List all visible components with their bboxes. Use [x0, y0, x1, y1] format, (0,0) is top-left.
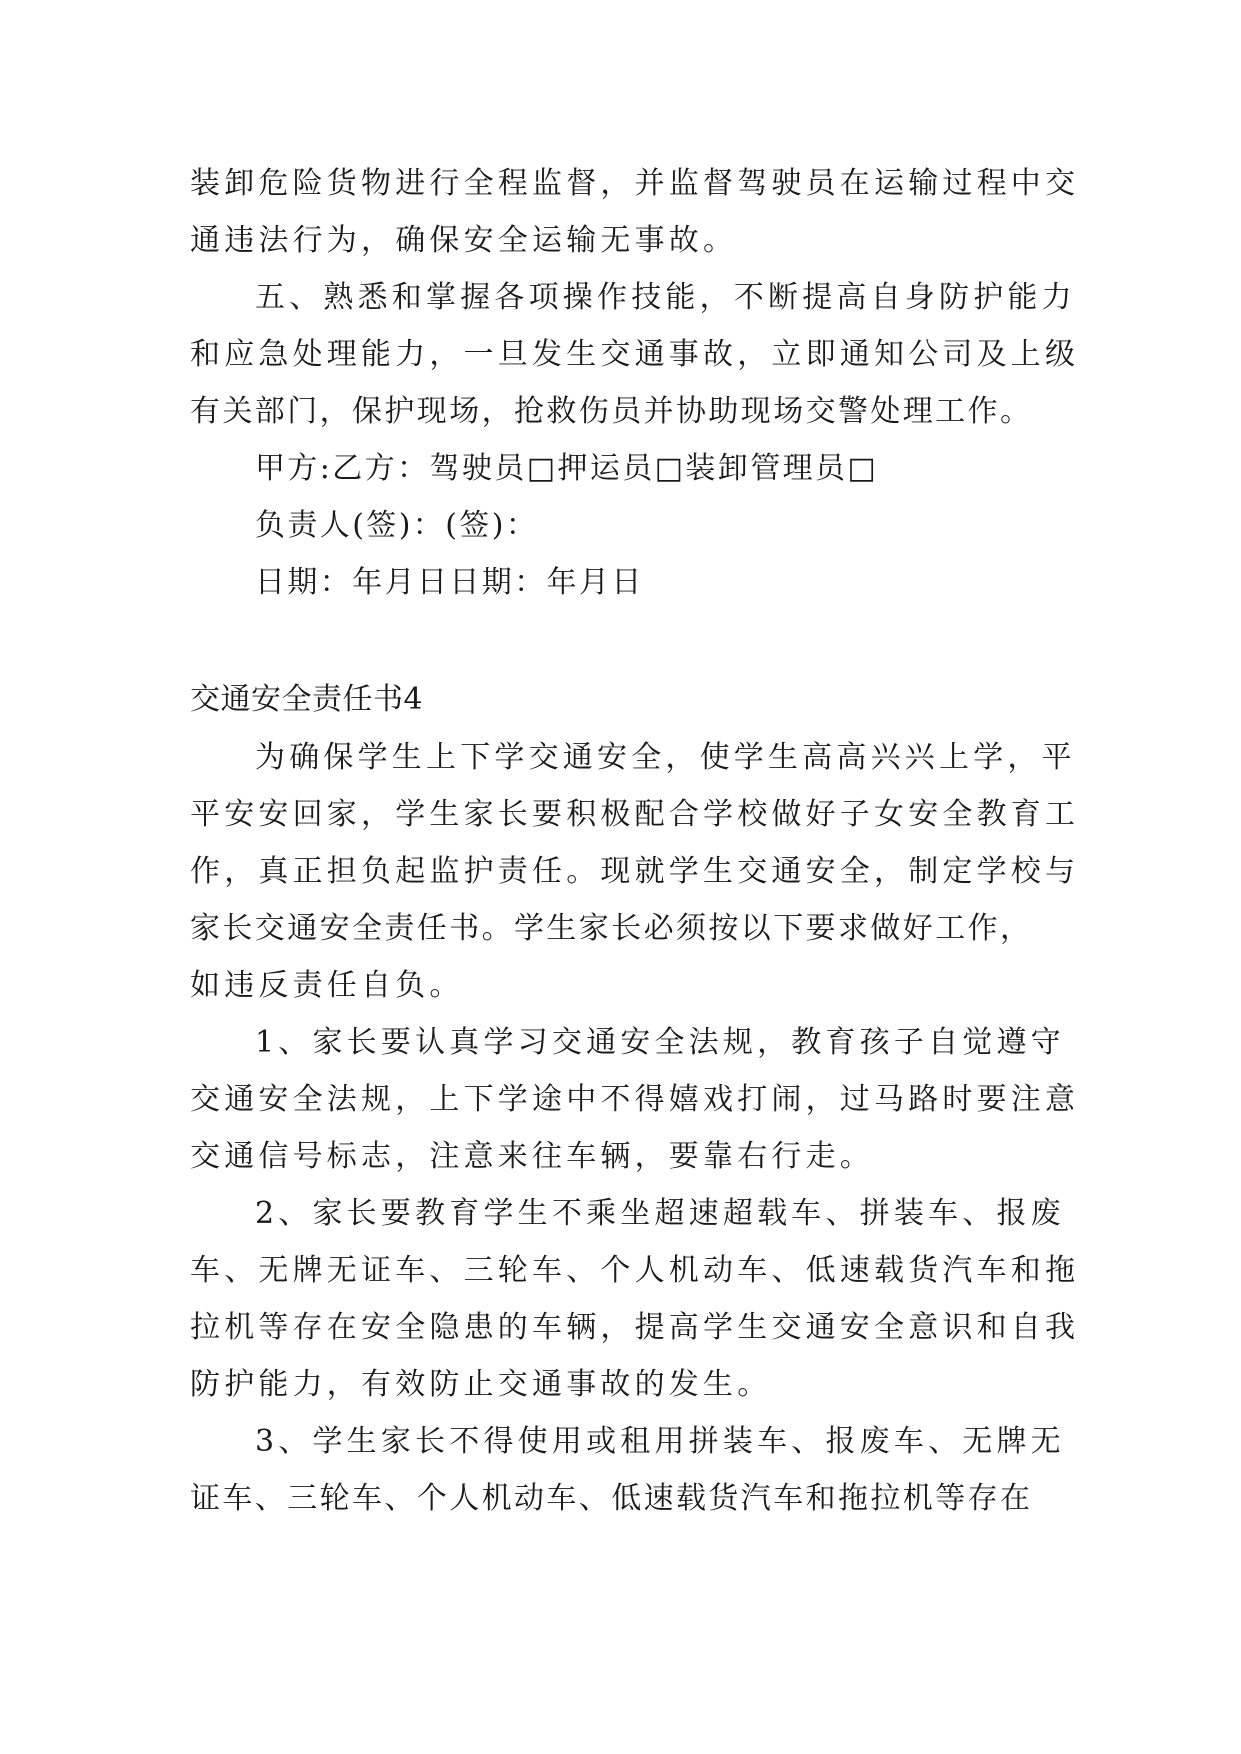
body-line: 车、无牌无证车、三轮车、个人机动车、低速载货汽车和拖	[190, 1253, 1080, 1288]
signature-responsible: 负责人(签)：(签)：	[255, 508, 539, 543]
body-line: 拉机等存在安全隐患的车辆，提高学生交通安全意识和自我	[190, 1310, 1080, 1345]
body-line: 作，真正担负起监护责任。现就学生交通安全，制定学校与	[190, 854, 1080, 889]
signature-date: 日期：年月日日期：年月日	[255, 565, 644, 600]
body-line: 交通安全法规，上下学途中不得嬉戏打闹，过马路时要注意	[190, 1082, 1080, 1117]
body-line: 家长交通安全责任书。学生家长必须按以下要求做好工作，	[190, 911, 1033, 946]
body-line: 有关部门，保护现场，抢救伤员并协助现场交警处理工作。	[190, 394, 1033, 429]
body-line: 平安安回家，学生家长要积极配合学校做好子女安全教育工	[190, 797, 1080, 832]
body-line: 通违法行为，确保安全运输无事故。	[190, 223, 738, 258]
body-line: 如违反责任自负。	[190, 968, 464, 1003]
body-line: 证车、三轮车、个人机动车、低速载货汽车和拖拉机等存在	[190, 1481, 1033, 1516]
paragraph-first-line: 五、熟悉和掌握各项操作技能，不断提高自身防护能力	[255, 280, 1076, 315]
section-title: 交通安全责任书4	[190, 682, 424, 717]
body-line: 装卸危险货物进行全程监督，并监督驾驶员在运输过程中交	[190, 166, 1080, 201]
paragraph-first-line: 1、家长要认真学习交通安全法规，教育孩子自觉遵守	[255, 1025, 1065, 1060]
signature-parties: 甲方:乙方：驾驶员□押运员□装卸管理员□	[255, 451, 879, 486]
paragraph-first-line: 为确保学生上下学交通安全，使学生高高兴兴上学，平	[255, 740, 1076, 775]
body-line: 交通信号标志，注意来往车辆，要靠右行走。	[190, 1139, 874, 1174]
body-line: 和应急处理能力，一旦发生交通事故，立即通知公司及上级	[190, 337, 1080, 372]
paragraph-first-line: 2、家长要教育学生不乘坐超速超载车、拼装车、报废	[255, 1196, 1065, 1231]
paragraph-first-line: 3、学生家长不得使用或租用拼装车、报废车、无牌无	[255, 1424, 1065, 1459]
body-line: 防护能力，有效防止交通事故的发生。	[190, 1367, 772, 1402]
